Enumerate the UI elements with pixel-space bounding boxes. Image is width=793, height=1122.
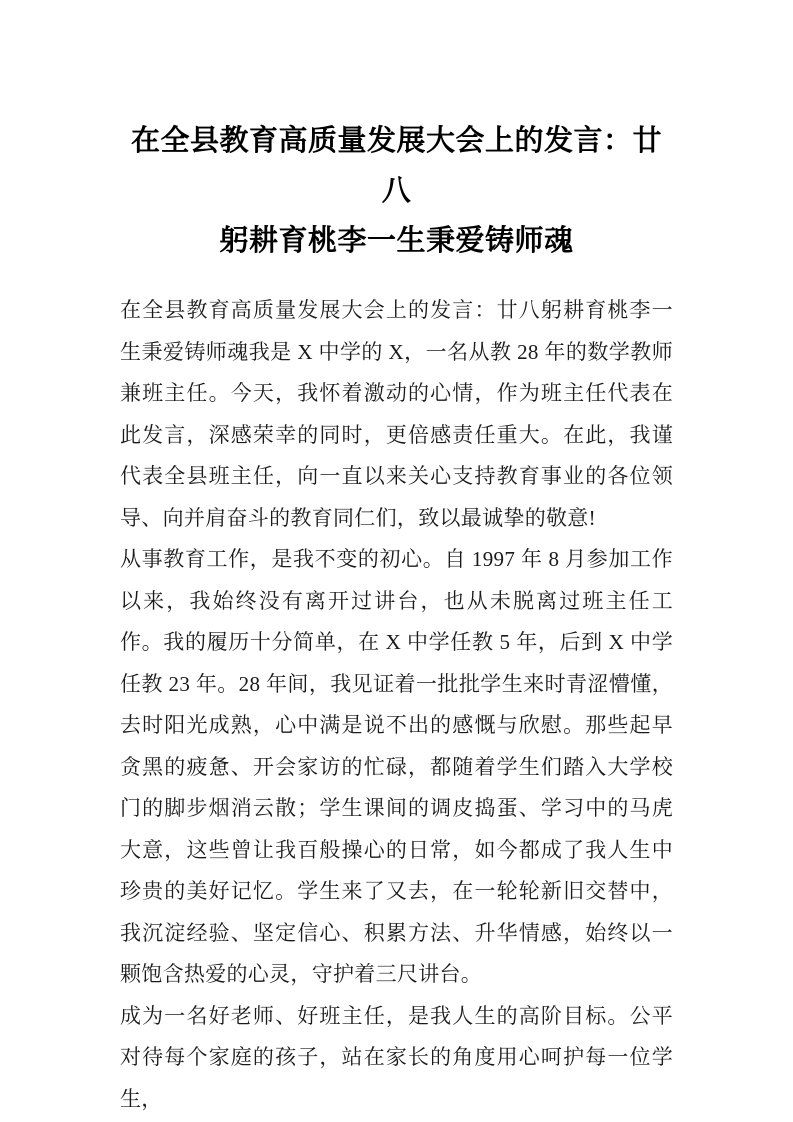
paragraph: 成为一名好老师、好班主任，是我人生的高阶目标。公平对待每个家庭的孩子，站在家长的角度用心呵护每一位学生，: [120, 1003, 673, 1111]
document-title-line-2: 躬耕育桃李一生秉爱铸师魂: [219, 225, 574, 257]
paragraph: 在全县教育高质量发展大会上的发言：廿八躬耕育桃李一生秉爱铸师魂我是 X 中学的 X，一名从教 28 年的数学教师兼班主任。今天，我怀着激动的心情，作为班主任代表在此发言，深感荣幸的同时，更倍感责任重大。在此，我谨代表全县班主任，向一直以来关心支持教育事业的各位领导、向并肩奋斗的教育同仁们，致以最诚挚的敬意!: [120, 298, 673, 530]
document-body: [120, 290, 673, 1120]
document-title: [120, 116, 673, 266]
paragraph: 从事教育工作，是我不变的初心。自 1997 年 8 月参加工作以来，我始终没有离开过讲台，也从未脱离过班主任工作。我的履历十分简单，在 X 中学任教 5 年，后到 X 中学任教 23 年。28 年间，我见证着一批批学生来时青涩懵懂，去时阳光成熟，心中满是说不出的感慨与欣慰。那些起早贪黑的疲惫、开会家访的忙碌，都随着学生们踏入大学校门的脚步烟消云散；学生课间的调皮捣蛋、学习中的马虎大意，这些曾让我百般操心的日常，如今都成了我人生中珍贵的美好记忆。学生来了又去，在一轮轮新旧交替中，我沉淀经验、坚定信心、积累方法、升华情感，始终以一颗饱含热爱的心灵，守护着三尺讲台。: [120, 547, 673, 986]
document-title-line-1: 在全县教育高质量发展大会上的发言：廿八: [130, 125, 662, 207]
